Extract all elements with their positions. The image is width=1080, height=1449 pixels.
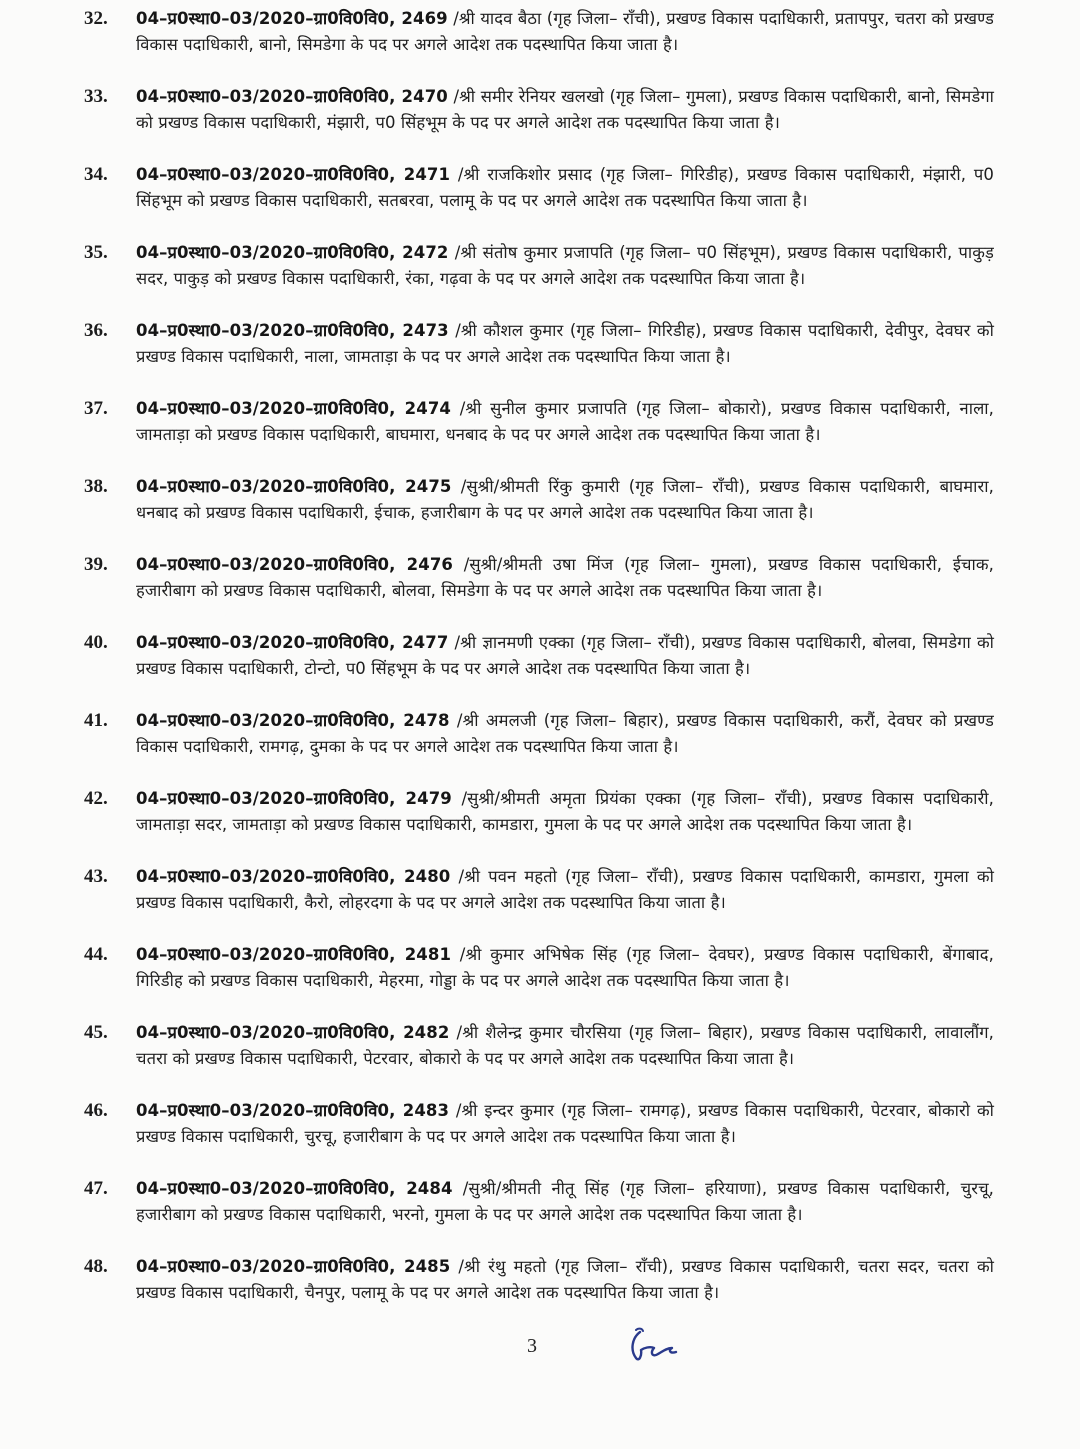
entry-number: 47. [84, 1178, 108, 1199]
list-item [84, 1020, 994, 1098]
transfer-order-list [84, 6, 994, 1332]
list-item [84, 318, 994, 396]
entry-body [136, 1098, 994, 1149]
entry-number: 35. [84, 242, 108, 263]
entry-number: 32. [84, 8, 108, 29]
entry-number: 38. [84, 476, 108, 497]
order-reference: 04–प्र0स्था0–03/2020–ग्रा0वि0वि0, 2471 [136, 165, 451, 184]
entry-body [136, 864, 994, 915]
order-text: /सुश्री/श्रीमती अमृता प्रियंका एक्का (गृह जिला– राँची), प्रखण्ड विकास पदाधिकारी, जामताड़ा सदर, जामताड़ा को प्रखण्ड विकास पदाधिकारी, कामडारा, गुमला के पद पर अगले आदेश तक पदस्थापित किया जाता है। [136, 789, 994, 834]
entry-body [136, 552, 994, 603]
list-item [84, 396, 994, 474]
order-text: /श्री यादव बैठा (गृह जिला– राँची), प्रखण्ड विकास पदाधिकारी, प्रतापपुर, चतरा को प्रखण्ड विकास पदाधिकारी, बानो, सिमडेगा के पद पर अगले आदेश तक पदस्थापित किया जाता है। [136, 9, 994, 54]
order-text: /श्री समीर रेनियर खलखो (गृह जिला– गुमला), प्रखण्ड विकास पदाधिकारी, बानो, सिमडेगा को प्रखण्ड विकास पदाधिकारी, मंझारी, प0 सिंहभूम के पद पर अगले आदेश तक पदस्थापित किया जाता है। [136, 87, 994, 132]
entry-number: 40. [84, 632, 108, 653]
order-text: /श्री रंथु महतो (गृह जिला– राँची), प्रखण्ड विकास पदाधिकारी, चतरा सदर, चतरा को प्रखण्ड विकास पदाधिकारी, चैनपुर, पलामू के पद पर अगले आदेश तक पदस्थापित किया जाता है। [136, 1257, 994, 1302]
list-item [84, 708, 994, 786]
entry-body [136, 318, 994, 369]
entry-body [136, 708, 994, 759]
order-reference: 04–प्र0स्था0–03/2020–ग्रा0वि0वि0, 2479 [136, 789, 452, 808]
order-reference: 04–प्र0स्था0–03/2020–ग्रा0वि0वि0, 2469 [136, 9, 448, 28]
order-text: /श्री कौशल कुमार (गृह जिला– गिरिडीह), प्रखण्ड विकास पदाधिकारी, देवीपुर, देवघर को प्रखण्ड विकास पदाधिकारी, नाला, जामताड़ा के पद पर अगले आदेश तक पदस्थापित किया जाता है। [136, 321, 994, 366]
order-reference: 04–प्र0स्था0–03/2020–ग्रा0वि0वि0, 2478 [136, 711, 450, 730]
order-reference: 04–प्र0स्था0–03/2020–ग्रा0वि0वि0, 2480 [136, 867, 451, 886]
entry-number: 41. [84, 710, 108, 731]
order-reference: 04–प्र0स्था0–03/2020–ग्रा0वि0वि0, 2477 [136, 633, 449, 652]
entry-body [136, 630, 994, 681]
entry-body [136, 84, 994, 135]
order-reference: 04–प्र0स्था0–03/2020–ग्रा0वि0वि0, 2483 [136, 1101, 450, 1120]
entry-number: 37. [84, 398, 108, 419]
list-item [84, 630, 994, 708]
order-reference: 04–प्र0स्था0–03/2020–ग्रा0वि0वि0, 2482 [136, 1023, 450, 1042]
entry-body [136, 942, 994, 993]
order-text: /श्री कुमार अभिषेक सिंह (गृह जिला– देवघर), प्रखण्ड विकास पदाधिकारी, बेंगाबाद, गिरिडीह को प्रखण्ड विकास पदाधिकारी, मेहरमा, गोड्डा के पद पर अगले आदेश तक पदस्थापित किया जाता है। [136, 945, 994, 990]
order-text: /सुश्री/श्रीमती रिंकु कुमारी (गृह जिला– राँची), प्रखण्ड विकास पदाधिकारी, बाघमारा, धनबाद को प्रखण्ड विकास पदाधिकारी, ईचाक, हजारीबाग के पद पर अगले आदेश तक पदस्थापित किया जाता है। [136, 477, 994, 522]
list-item [84, 162, 994, 240]
list-item [84, 1098, 994, 1176]
order-reference: 04–प्र0स्था0–03/2020–ग्रा0वि0वि0, 2485 [136, 1257, 451, 1276]
page-number: 3 [527, 1335, 537, 1357]
list-item [84, 942, 994, 1020]
list-item [84, 1254, 994, 1332]
order-reference: 04–प्र0स्था0–03/2020–ग्रा0वि0वि0, 2473 [136, 321, 449, 340]
signature-icon [626, 1326, 682, 1364]
order-text: /श्री सुनील कुमार प्रजापति (गृह जिला– बोकारो), प्रखण्ड विकास पदाधिकारी, नाला, जामताड़ा को प्रखण्ड विकास पदाधिकारी, बाघमारा, धनबाद के पद पर अगले आदेश तक पदस्थापित किया जाता है। [136, 399, 994, 444]
entry-body [136, 6, 994, 57]
order-reference: 04–प्र0स्था0–03/2020–ग्रा0वि0वि0, 2475 [136, 477, 452, 496]
order-text: /श्री अमलजी (गृह जिला– बिहार), प्रखण्ड विकास पदाधिकारी, करौं, देवघर को प्रखण्ड विकास पदाधिकारी, रामगढ़, दुमका के पद पर अगले आदेश तक पदस्थापित किया जाता है। [136, 711, 994, 756]
order-text: /श्री संतोष कुमार प्रजापति (गृह जिला– प0 सिंहभूम), प्रखण्ड विकास पदाधिकारी, पाकुड़ सदर, पाकुड़ को प्रखण्ड विकास पदाधिकारी, रंका, गढ़वा के पद पर अगले आदेश तक पदस्थापित किया जाता है। [136, 243, 994, 288]
order-reference: 04–प्र0स्था0–03/2020–ग्रा0वि0वि0, 2470 [136, 87, 448, 106]
entry-body [136, 396, 994, 447]
order-text: /श्री पवन महतो (गृह जिला– राँची), प्रखण्ड विकास पदाधिकारी, कामडारा, गुमला को प्रखण्ड विकास पदाधिकारी, कैरो, लोहरदगा के पद पर अगले आदेश तक पदस्थापित किया जाता है। [136, 867, 994, 912]
order-reference: 04–प्र0स्था0–03/2020–ग्रा0वि0वि0, 2481 [136, 945, 452, 964]
entry-number: 44. [84, 944, 108, 965]
list-item [84, 864, 994, 942]
entry-number: 46. [84, 1100, 108, 1121]
entry-number: 43. [84, 866, 108, 887]
list-item [84, 240, 994, 318]
list-item [84, 474, 994, 552]
entry-body [136, 474, 994, 525]
entry-number: 45. [84, 1022, 108, 1043]
order-reference: 04–प्र0स्था0–03/2020–ग्रा0वि0वि0, 2476 [136, 555, 454, 574]
order-text: /सुश्री/श्रीमती उषा मिंज (गृह जिला– गुमला), प्रखण्ड विकास पदाधिकारी, ईचाक, हजारीबाग को प्रखण्ड विकास पदाधिकारी, बोलवा, सिमडेगा के पद पर अगले आदेश तक पदस्थापित किया जाता है। [136, 555, 994, 600]
entry-number: 36. [84, 320, 108, 341]
entry-body [136, 162, 994, 213]
entry-body [136, 1254, 994, 1305]
entry-number: 33. [84, 86, 108, 107]
entry-number: 42. [84, 788, 108, 809]
order-text: /श्री इन्दर कुमार (गृह जिला– रामगढ़), प्रखण्ड विकास पदाधिकारी, पेटरवार, बोकारो को प्रखण्ड विकास पदाधिकारी, चुरचू, हजारीबाग के पद पर अगले आदेश तक पदस्थापित किया जाता है। [136, 1101, 994, 1146]
list-item [84, 552, 994, 630]
order-text: /श्री शैलेन्द्र कुमार चौरसिया (गृह जिला– बिहार), प्रखण्ड विकास पदाधिकारी, लावालौंग, चतरा को प्रखण्ड विकास पदाधिकारी, पेटरवार, बोकारो के पद पर अगले आदेश तक पदस्थापित किया जाता है। [136, 1023, 994, 1068]
entry-body [136, 1176, 994, 1227]
entry-body [136, 240, 994, 291]
order-reference: 04–प्र0स्था0–03/2020–ग्रा0वि0वि0, 2472 [136, 243, 449, 262]
list-item [84, 84, 994, 162]
order-reference: 04–प्र0स्था0–03/2020–ग्रा0वि0वि0, 2474 [136, 399, 452, 418]
list-item [84, 1176, 994, 1254]
entry-number: 39. [84, 554, 108, 575]
order-text: /श्री राजकिशोर प्रसाद (गृह जिला– गिरिडीह), प्रखण्ड विकास पदाधिकारी, मंझारी, प0 सिंहभूम को प्रखण्ड विकास पदाधिकारी, सतबरवा, पलामू के पद पर अगले आदेश तक पदस्थापित किया जाता है। [136, 165, 994, 210]
entry-number: 34. [84, 164, 108, 185]
order-text: /श्री ज्ञानमणी एक्का (गृह जिला– राँची), प्रखण्ड विकास पदाधिकारी, बोलवा, सिमडेगा को प्रखण्ड विकास पदाधिकारी, टोन्टो, प0 सिंहभूम के पद पर अगले आदेश तक पदस्थापित किया जाता है। [136, 633, 994, 678]
list-item [84, 786, 994, 864]
list-item [84, 6, 994, 84]
entry-body [136, 1020, 994, 1071]
entry-body [136, 786, 994, 837]
order-reference: 04–प्र0स्था0–03/2020–ग्रा0वि0वि0, 2484 [136, 1179, 453, 1198]
order-text: /सुश्री/श्रीमती नीतू सिंह (गृह जिला– हरियाणा), प्रखण्ड विकास पदाधिकारी, चुरचू, हजारीबाग को प्रखण्ड विकास पदाधिकारी, भरनो, गुमला के पद पर अगले आदेश तक पदस्थापित किया जाता है। [136, 1179, 994, 1224]
entry-number: 48. [84, 1256, 108, 1277]
